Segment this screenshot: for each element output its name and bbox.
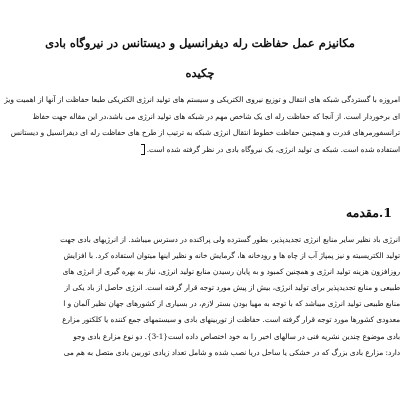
abstract-line-text: استفاده شده است. شبکه ی تولید انرژی، یک نیروگاه بادی در نظر گرفته شده است. xyxy=(146,144,400,154)
section-body xyxy=(0,232,400,361)
body-line: بادی موضوع چندین نشریه فنی در سالهای اخیر را به خود اختصاص داده است{1-3}. دو نوع مزارع بادی وجو xyxy=(73,331,400,341)
abstract-body xyxy=(0,92,400,158)
abstract-line-last xyxy=(0,142,400,159)
body-line: طبیعی و منابع تجدیدپذیر برای تولید انرژی، بیش از پیش مورد توجه قرار گرفته است. انرژی حاصل از باد یکی از xyxy=(64,283,400,293)
abstract-heading: چکیده xyxy=(185,66,215,80)
paper-title: مکانیزم عمل حفاظت رله دیفرانسیل و دیستانس در نیروگاه بادی xyxy=(45,36,355,50)
body-line: دارد: مزارع بادی بزرگ که در خشکی یا ساحل دریا نصب شده و شامل تعداد زیادی توربین بادی متصل به هم می xyxy=(63,347,400,357)
abstract-line: ای برخوردار است. از آنجا که حفاظت رله ای یک شاخص مهم در شبکه های تولید انرژی می باشد،در این مقاله جهت حفاظ xyxy=(32,111,400,121)
section-heading: 1.مقدمه xyxy=(345,205,392,220)
body-line: انرژی باد نظیر سایر منابع انرژی تجدیدپذیر، بطور گسترده ولی پراکنده در دسترس میباشد. از انرژیهای بادی جهت xyxy=(60,235,400,244)
body-line: منابع طبیعی تولید انرژی میباشد که با توجه به مهیا بودن بستر لازم، در بسیاری از کشورهای جهان نظیر آلمان و ا xyxy=(63,299,400,309)
abstract-line: ترانسفورمرهای قدرت و همچنین حفاظت خطوط انتقال انرژی شبکه به ترتیب از طرح های حفاظت رله ای دیفرانسیل و دیستانس xyxy=(10,128,400,138)
body-line: معدودی کشورها مورد توجه قرار گرفته است. حفاظت از توربینهای بادی و سیستمهای جمع کننده یا کلکتور مزارع xyxy=(62,315,400,325)
abstract-line: امروزه با گستردگی شبکه های انتقال و توزیع نیروی الکتریکی و سیستم های تولید انرژی الکتریکی طبعا حفاظت از آنها از اهمیت ویژ xyxy=(4,95,400,104)
bracket-mark xyxy=(141,144,145,155)
body-line: تولید الکتریسیته و نیز پمپاژ آب از چاه ها و رودخانه ها، گرمایش خانه و نظیر اینها میتوان استفاده کرد. با افزایش xyxy=(63,251,400,261)
body-line: روزافزون هزینه تولید انرژی و همچنین کمبود و به پایان رسیدن منابع تولید انرژی، نیاز به بهره گیری از انرژی های xyxy=(62,267,400,277)
